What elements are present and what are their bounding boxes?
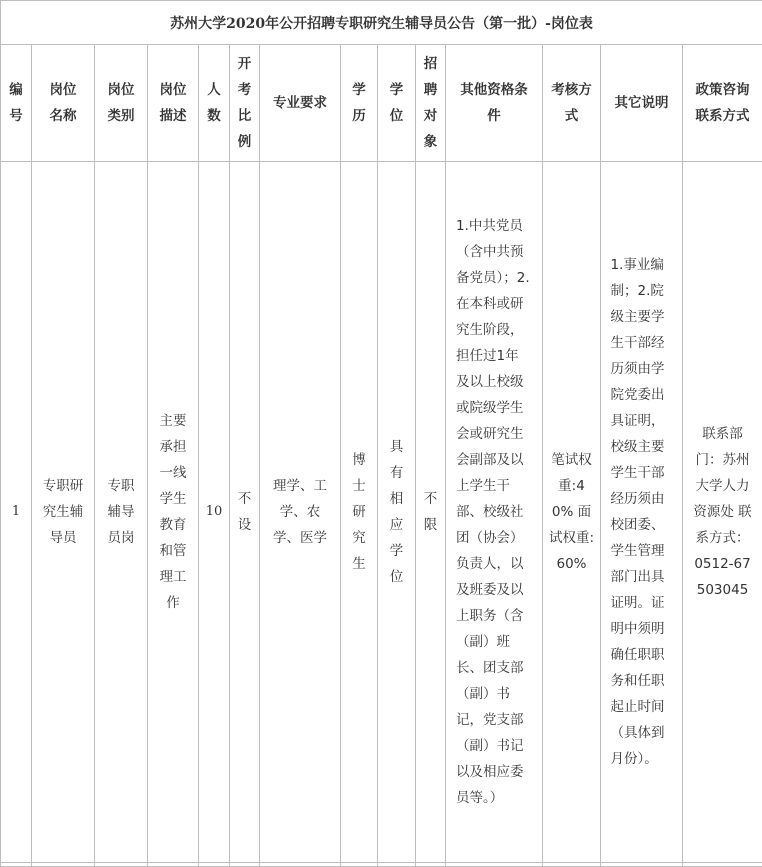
- row-degree: 具有相应学位: [390, 434, 404, 590]
- header-assessment: 考核方式: [550, 77, 594, 129]
- row-other-notes: 1.事业编制；2.院级主要学生干部经历须由学院党委出具证明，校级主要学生干部经历须由校团委、学生管理部门出具证明。证明中须明确任职职务和任职起止时间（具体到月份）。: [611, 252, 673, 772]
- header-other-qualifications: 其他资格条件: [457, 77, 531, 129]
- row-exam-ratio: 不设: [238, 486, 252, 538]
- header-degree: 学位: [390, 77, 404, 129]
- header-position-desc: 岗位描述: [158, 77, 188, 129]
- table-row: [1, 162, 762, 863]
- row-contact: 联系部门：苏州大学人力资源处 联系方式：0512-67503045: [692, 421, 754, 603]
- header-other-notes: 其它说明: [612, 90, 672, 116]
- row-position-name: 专职研究生辅导员: [41, 473, 86, 551]
- row-target: 不限: [424, 486, 438, 538]
- header-major: 专业要求: [270, 90, 330, 116]
- row-assessment: 笔试权重:40% 面试权重:60%: [548, 447, 596, 577]
- row-position-desc: 主要承担一线学生教育和管理工作: [158, 408, 188, 616]
- row-major: 理学、工学、农学、医学: [269, 473, 331, 551]
- header-row: [1, 45, 762, 162]
- header-position-name: 岗位名称: [48, 77, 78, 129]
- header-headcount: 人数: [207, 77, 221, 129]
- row-headcount: 10: [199, 499, 229, 525]
- header-number: 编号: [9, 77, 23, 129]
- table-title: 苏州大学2020年公开招聘专职研究生辅导员公告（第一批）-岗位表: [1, 1, 762, 45]
- row-number: 1: [1, 499, 31, 525]
- row-other-qualifications: 1.中共党员（含中共预备党员）；2.在本科或研究生阶段，担任过1年及以上校级或院级学生会或研究生会副部及以上学生干部、校级社团（协会）负责人，以及班委及以上职务（含（副）班长、团支部（副）书记，党支部（副）书记以及相应委员等。）: [456, 213, 532, 811]
- header-education: 学历: [352, 77, 366, 129]
- header-position-type: 岗位类别: [106, 77, 136, 129]
- header-exam-ratio: 开考比例: [238, 51, 252, 155]
- row-position-type: 专职辅导员岗: [106, 473, 136, 551]
- header-contact: 政策咨询联系方式: [693, 77, 753, 129]
- table-row-continuation: [1, 863, 762, 867]
- header-target: 招聘对象: [424, 51, 438, 155]
- row-education: 博士研究生: [352, 447, 366, 577]
